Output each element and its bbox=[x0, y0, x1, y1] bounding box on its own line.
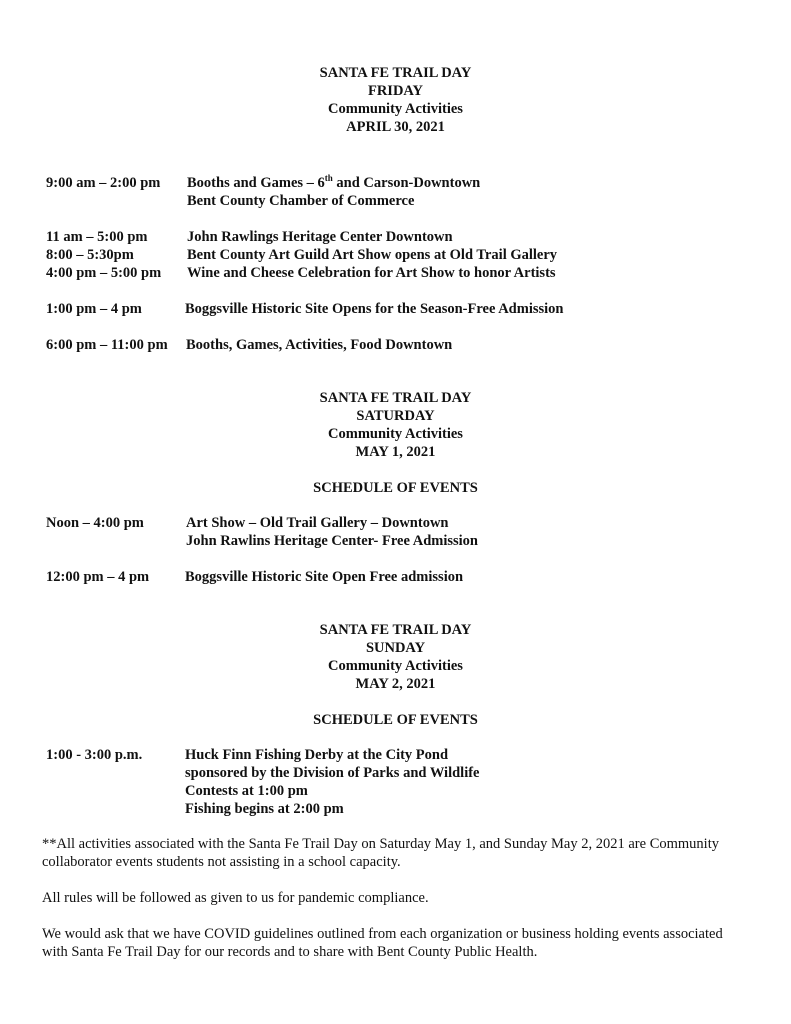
sunday-title: SANTA FE TRAIL DAY bbox=[319, 622, 472, 638]
friday-subtitle: Community Activities bbox=[328, 101, 463, 117]
friday-day: FRIDAY bbox=[367, 83, 424, 99]
sunday-schedule-title: SCHEDULE OF EVENTS bbox=[313, 712, 478, 728]
note-disclaimer: **All activities associated with the Santa Fe Trail Day on Saturday May 1, and Sunday May 2, 2021 are Community collaborator events students not assisting in a school capacity. bbox=[42, 836, 719, 870]
sunday-event-1-line-1: Huck Finn Fishing Derby at the City Pond bbox=[185, 747, 449, 763]
sunday-subtitle: Community Activities bbox=[328, 658, 463, 674]
sunday-header bbox=[0, 621, 791, 693]
sunday-day: SUNDAY bbox=[365, 640, 426, 656]
sunday-event-1-time: 1:00 - 3:00 p.m. bbox=[46, 747, 143, 763]
friday-date: APRIL 30, 2021 bbox=[346, 119, 445, 135]
saturday-schedule-title: SCHEDULE OF EVENTS bbox=[313, 480, 478, 496]
sunday-event-1-line-2: sponsored by the Division of Parks and Wildlife bbox=[185, 765, 480, 781]
friday-event-1-desc bbox=[187, 174, 480, 192]
friday-event-4-time: 4:00 pm – 5:00 pm bbox=[46, 265, 162, 281]
friday-event-5-time: 1:00 pm – 4 pm bbox=[46, 301, 142, 317]
note-covid-guidelines: We would ask that we have COVID guidelines outlined from each organization or business holding events associated with Santa Fe Trail Day for our records and to share with Bent County Public Health. bbox=[42, 926, 723, 960]
friday-event-1-time: 9:00 am – 2:00 pm bbox=[46, 175, 161, 191]
saturday-subtitle: Community Activities bbox=[328, 426, 463, 442]
friday-event-1-desc-prefix: Booths and Games – 6 bbox=[187, 175, 325, 191]
friday-event-6-desc: Booths, Games, Activities, Food Downtown bbox=[186, 337, 453, 353]
saturday-event-1-line-2: John Rawlins Heritage Center- Free Admission bbox=[186, 533, 478, 549]
note-pandemic-compliance: All rules will be followed as given to us for pandemic compliance. bbox=[42, 890, 429, 906]
friday-event-2-desc: John Rawlings Heritage Center Downtown bbox=[187, 229, 453, 245]
friday-event-5-desc: Boggsville Historic Site Opens for the Season-Free Admission bbox=[185, 301, 564, 317]
friday-event-6-time: 6:00 pm – 11:00 pm bbox=[46, 337, 168, 353]
friday-title: SANTA FE TRAIL DAY bbox=[319, 65, 472, 81]
saturday-header bbox=[0, 389, 791, 461]
friday-header bbox=[0, 64, 791, 136]
saturday-date: MAY 1, 2021 bbox=[355, 444, 436, 460]
saturday-event-2-line-1: Boggsville Historic Site Open Free admission bbox=[185, 569, 464, 585]
friday-event-4-desc: Wine and Cheese Celebration for Art Show to honor Artists bbox=[187, 265, 556, 281]
friday-event-1-desc-suffix: and Carson-Downtown bbox=[332, 175, 481, 191]
friday-event-3-time: 8:00 – 5:30pm bbox=[46, 247, 134, 263]
friday-event-1-desc-sup: th bbox=[324, 173, 333, 184]
saturday-title: SANTA FE TRAIL DAY bbox=[319, 390, 472, 406]
saturday-day: SATURDAY bbox=[356, 408, 435, 424]
friday-event-1-desc2: Bent County Chamber of Commerce bbox=[187, 193, 415, 209]
sunday-date: MAY 2, 2021 bbox=[355, 676, 436, 692]
saturday-event-1-time: Noon – 4:00 pm bbox=[46, 515, 144, 531]
saturday-event-2-time: 12:00 pm – 4 pm bbox=[46, 569, 150, 585]
sunday-event-1-line-4: Fishing begins at 2:00 pm bbox=[185, 801, 344, 817]
friday-event-2-time: 11 am – 5:00 pm bbox=[46, 229, 148, 245]
saturday-event-1-line-1: Art Show – Old Trail Gallery – Downtown bbox=[186, 515, 449, 531]
friday-event-3-desc: Bent County Art Guild Art Show opens at Old Trail Gallery bbox=[187, 247, 558, 263]
sunday-event-1-line-3: Contests at 1:00 pm bbox=[185, 783, 308, 799]
